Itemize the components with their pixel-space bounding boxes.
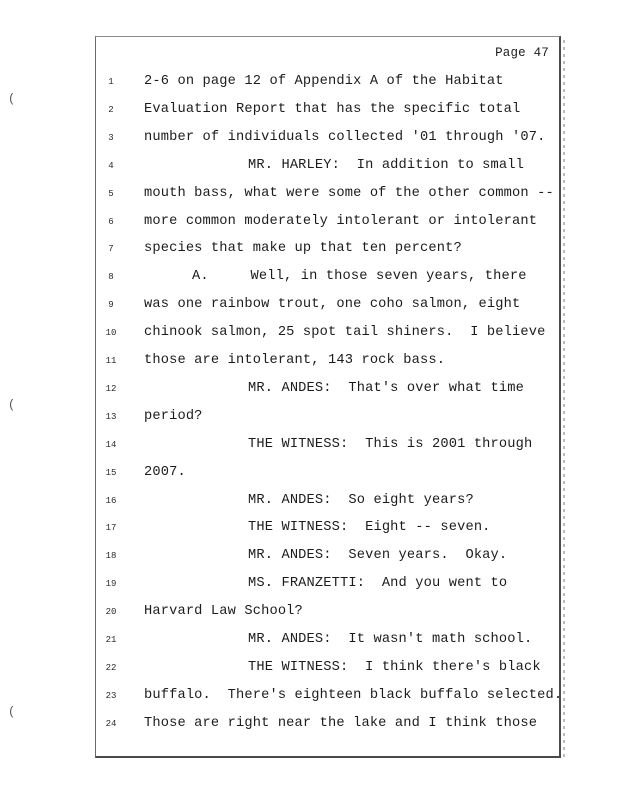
line-number: 12: [105, 383, 117, 394]
line-number: 15: [105, 467, 117, 478]
line-number: 18: [105, 551, 117, 562]
line-text: MR. ANDES: That's over what time: [248, 380, 525, 396]
line-number: 7: [108, 244, 114, 255]
line-text: A. Well, in those seven years, there: [192, 269, 527, 285]
transcript-page: [95, 36, 561, 758]
line-number: 8: [108, 272, 114, 283]
transcript-line: [96, 575, 560, 603]
line-text: 2007.: [144, 464, 186, 480]
line-number: 4: [108, 160, 114, 171]
line-text: mouth bass, what were some of the other common --: [144, 185, 554, 201]
line-text: THE WITNESS: This is 2001 through: [248, 436, 533, 452]
transcript-line: [96, 129, 560, 157]
line-text: MR. ANDES: So eight years?: [248, 492, 474, 508]
line-text: Those are right near the lake and I think those: [144, 715, 538, 731]
line-number: 23: [105, 690, 117, 701]
transcript-line: [96, 547, 560, 575]
punch-hole-mark: (: [8, 92, 16, 106]
transcript-line: [96, 603, 560, 631]
transcript-line: [96, 296, 560, 324]
line-number: 16: [105, 495, 117, 506]
line-text: those are intolerant, 143 rock bass.: [144, 353, 446, 368]
transcript-line: [96, 687, 563, 715]
transcript-line: [96, 715, 560, 743]
line-number: 13: [105, 411, 117, 422]
line-number: 1: [108, 77, 114, 87]
line-number: 22: [105, 662, 117, 673]
line-text: chinook salmon, 25 spot tail shiners. I believe: [144, 325, 546, 341]
line-number: 20: [105, 607, 117, 618]
line-text: number of individuals collected '01 through '07.: [144, 129, 546, 145]
line-text: was one rainbow trout, one coho salmon, eight: [144, 297, 521, 313]
line-number: 11: [105, 356, 117, 366]
line-text: MS. FRANZETTI: And you went to: [248, 576, 508, 592]
line-number: 9: [108, 300, 114, 311]
line-text: THE WITNESS: I think there's black: [248, 659, 541, 675]
transcript-line: [96, 631, 560, 659]
line-text: 2-6 on page 12 of Appendix A of the Habitat: [144, 74, 504, 89]
line-text: MR. HARLEY: In addition to small: [248, 157, 525, 173]
line-text: THE WITNESS: Eight -- seven.: [248, 520, 491, 536]
transcript-line: [96, 73, 560, 101]
line-text: MR. ANDES: It wasn't math school.: [248, 632, 533, 647]
line-text: Harvard Law School?: [144, 604, 303, 620]
line-number: 6: [108, 216, 114, 227]
transcript-line: [96, 408, 560, 436]
transcript-line: [96, 380, 560, 408]
transcript-line: [96, 185, 560, 213]
transcript-line: [96, 436, 560, 464]
transcript-line: [96, 519, 560, 547]
line-text: MR. ANDES: Seven years. Okay.: [248, 548, 508, 564]
transcript-line: [96, 352, 560, 380]
line-text: more common moderately intolerant or intolerant: [144, 213, 538, 229]
line-text: species that make up that ten percent?: [144, 241, 462, 257]
line-text: period?: [144, 408, 203, 424]
transcript-line: [96, 464, 560, 492]
transcript-line: [96, 324, 560, 352]
punch-hole-mark: (: [8, 398, 16, 412]
line-number: 21: [105, 635, 117, 645]
transcript-line: [96, 101, 560, 129]
transcript-line: [96, 659, 560, 687]
line-number: 24: [105, 718, 117, 729]
scan-edge-shadow: [563, 40, 565, 760]
line-number: 3: [108, 132, 114, 143]
transcript-line: [96, 268, 560, 296]
transcript-line: [96, 240, 560, 268]
transcript-line: [96, 213, 560, 241]
line-number: 17: [105, 523, 117, 534]
line-text: Evaluation Report that has the specific total: [144, 101, 521, 117]
transcript-line: [96, 157, 560, 185]
punch-hole-mark: (: [8, 705, 16, 719]
transcript-line: [96, 492, 560, 520]
line-number: 19: [105, 579, 117, 590]
line-number: 2: [108, 104, 114, 115]
line-number: 10: [105, 328, 117, 339]
page-number: Page 47: [495, 46, 549, 60]
line-text: buffalo. There's eighteen black buffalo selected.: [144, 687, 563, 703]
line-number: 14: [105, 439, 117, 450]
line-number: 5: [108, 188, 114, 199]
